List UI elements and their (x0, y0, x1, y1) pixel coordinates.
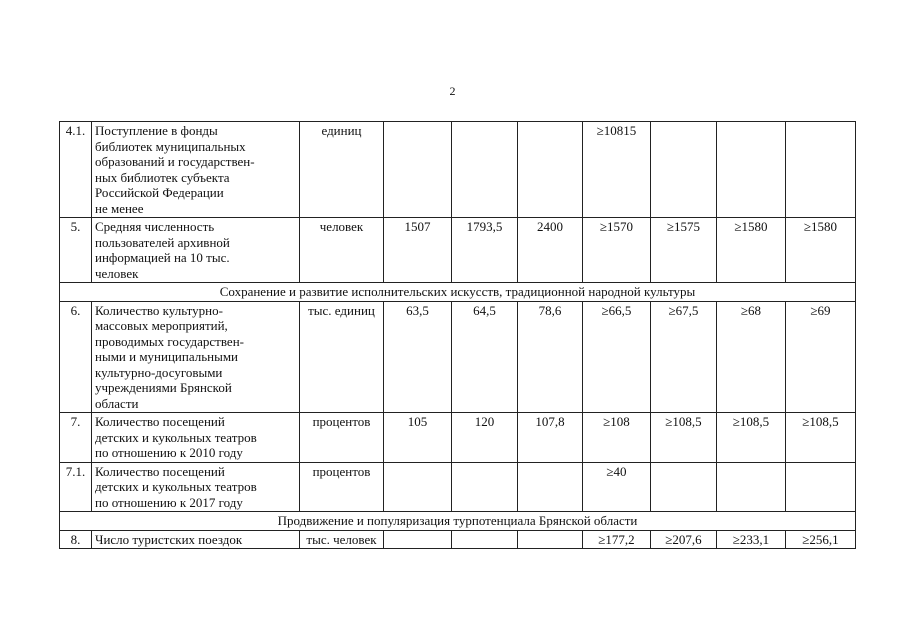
value-cell (384, 122, 452, 218)
unit-cell: процентов (300, 413, 384, 463)
unit-cell: тыс. единиц (300, 301, 384, 413)
value-cell: ≥40 (583, 462, 651, 512)
value-cell: ≥1580 (717, 218, 786, 283)
value-cell: 107,8 (518, 413, 583, 463)
page-number: 2 (449, 84, 456, 98)
indicator-name-line: детских и кукольных театров (95, 479, 257, 494)
value-cell: 64,5 (452, 301, 518, 413)
value-cell: ≥233,1 (717, 530, 786, 549)
value-cell: ≥69 (786, 301, 856, 413)
value-cell: 1507 (384, 218, 452, 283)
value-cell: ≥67,5 (651, 301, 717, 413)
indicator-name-line: Количество посещений (95, 463, 225, 479)
value-cell (452, 530, 518, 549)
row-number: 7.1. (60, 462, 92, 512)
value-cell: ≥108,5 (717, 413, 786, 463)
section-heading: Продвижение и популяризация турпотенциала Брянской области (60, 512, 856, 531)
section-row (60, 283, 856, 302)
indicator-name (92, 218, 300, 283)
value-cell (452, 462, 518, 512)
indicator-name (92, 122, 300, 218)
indicator-name-line: массовых мероприятий, (95, 318, 228, 333)
table-row (60, 301, 856, 413)
table-row (60, 530, 856, 549)
indicator-name-line: информацией на 10 тыс. (95, 250, 230, 265)
indicator-name-line: Российской Федерации (95, 185, 224, 200)
value-cell (518, 122, 583, 218)
indicator-name-line: Количество посещений (95, 414, 225, 429)
indicator-name-line: учреждениями Брянской (95, 380, 232, 395)
indicator-name-line: библиотек муниципальных (95, 138, 246, 154)
table-row (60, 218, 856, 283)
indicator-name-line: не менее (95, 200, 144, 216)
indicator-name-line: Поступление в фонды (95, 123, 218, 138)
unit-cell: человек (300, 218, 384, 283)
value-cell: ≥68 (717, 301, 786, 413)
value-cell: ≥1580 (786, 218, 856, 283)
row-number: 7. (60, 413, 92, 463)
value-cell (786, 462, 856, 512)
value-cell: ≥177,2 (583, 530, 651, 549)
value-cell: 105 (384, 413, 452, 463)
value-cell (518, 530, 583, 549)
indicator-name-line: по отношению к 2010 году (95, 445, 243, 460)
section-row (60, 512, 856, 531)
indicator-name-line: образований и государствен- (95, 154, 255, 169)
indicator-name (92, 413, 300, 463)
table-row (60, 462, 856, 512)
table-row (60, 413, 856, 463)
value-cell: 1793,5 (452, 218, 518, 283)
value-cell: ≥256,1 (786, 530, 856, 549)
indicators-table (59, 121, 856, 549)
unit-cell: тыс. человек (300, 530, 384, 549)
row-number: 4.1. (60, 122, 92, 218)
value-cell: 2400 (518, 218, 583, 283)
value-cell (651, 122, 717, 218)
value-cell: ≥207,6 (651, 530, 717, 549)
indicator-name-line: человек (95, 265, 139, 281)
indicator-name-line: по отношению к 2017 году (95, 494, 243, 510)
value-cell: ≥1570 (583, 218, 651, 283)
row-number: 6. (60, 301, 92, 413)
indicator-name-line: ными и муниципальными (95, 349, 239, 364)
indicator-name-line: проводимых государствен- (95, 333, 244, 349)
value-cell (786, 122, 856, 218)
indicator-name-line: Средняя численность (95, 219, 215, 234)
row-number: 8. (60, 530, 92, 549)
value-cell (384, 462, 452, 512)
value-cell (452, 122, 518, 218)
value-cell: 78,6 (518, 301, 583, 413)
table-row (60, 122, 856, 218)
value-cell (518, 462, 583, 512)
indicator-name (92, 462, 300, 512)
value-cell: ≥108,5 (651, 413, 717, 463)
value-cell: ≥10815 (583, 122, 651, 218)
value-cell (717, 462, 786, 512)
indicator-name-line: детских и кукольных театров (95, 429, 257, 445)
value-cell (717, 122, 786, 218)
row-number: 5. (60, 218, 92, 283)
value-cell: ≥108 (583, 413, 651, 463)
indicator-name-line: области (95, 395, 139, 411)
unit-cell: процентов (300, 462, 384, 512)
value-cell: 63,5 (384, 301, 452, 413)
indicator-name-line: Число туристских поездок (95, 531, 243, 547)
unit-cell: единиц (300, 122, 384, 218)
indicator-name-line: пользователей архивной (95, 234, 230, 250)
value-cell (651, 462, 717, 512)
value-cell: ≥108,5 (786, 413, 856, 463)
indicator-name-line: ных библиотек субъекта (95, 169, 230, 185)
indicator-name-line: Количество культурно- (95, 302, 223, 318)
section-heading: Сохранение и развитие исполнительских искусств, традиционной народной культуры (60, 283, 856, 302)
value-cell: ≥66,5 (583, 301, 651, 413)
indicator-name-line: культурно-досуговыми (95, 364, 223, 380)
indicator-name (92, 530, 300, 549)
value-cell: 120 (452, 413, 518, 463)
value-cell (384, 530, 452, 549)
indicator-name (92, 301, 300, 413)
value-cell: ≥1575 (651, 218, 717, 283)
